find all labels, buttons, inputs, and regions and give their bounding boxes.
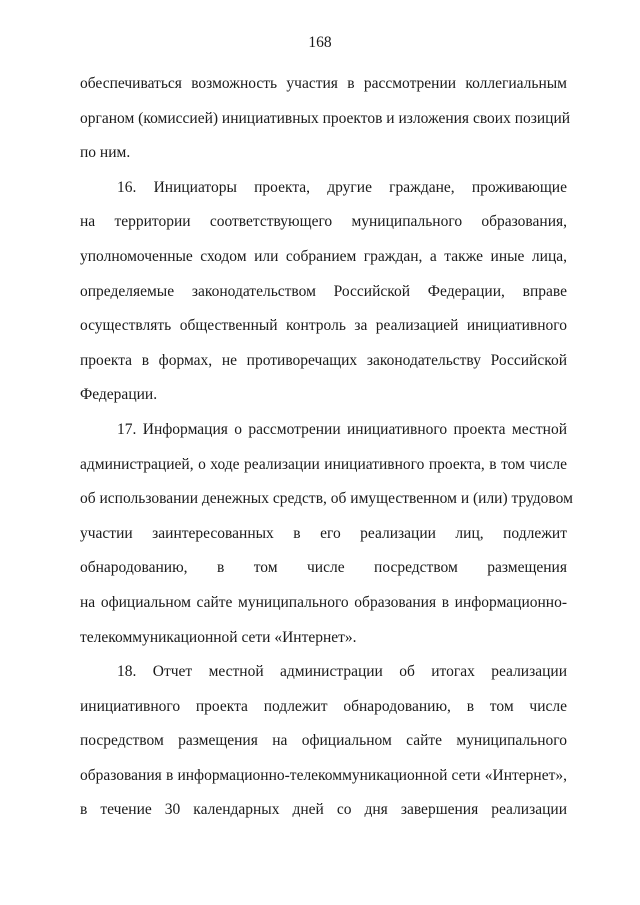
text-line: 17. Информация о рассмотрении инициативного проекта местной [117, 420, 567, 438]
text-line: проекта в формах, не противоречащих законодательству Российской [80, 351, 567, 369]
text-line: по ним. [80, 144, 131, 162]
text-line: обнародованию, в том числе посредством размещения [80, 559, 567, 577]
text-line: обеспечиваться возможность участия в рассмотрении коллегиальным [80, 75, 567, 92]
text-line: в течение 30 календарных дней со дня завершения реализации [80, 801, 567, 819]
text-line: телекоммуникационной сети «Интернет». [80, 628, 357, 646]
text-line: участии заинтересованных в его реализации лиц, подлежит [80, 524, 567, 542]
text-line: об использовании денежных средств, об имущественном и (или) трудовом [80, 490, 573, 508]
text-line: посредством размещения на официальном сайте муниципального [80, 732, 567, 750]
text-line: органом (комиссией) инициативных проектов и изложения своих позиций [80, 109, 571, 127]
text-line: определяемые законодательством Российской Федерации, вправе [80, 282, 567, 300]
page-number: 168 [308, 34, 332, 51]
text-line: 18. Отчет местной администрации об итогах реализации [117, 663, 567, 681]
document-body [80, 67, 573, 828]
text-line: 16. Инициаторы проекта, другие граждане, проживающие [117, 178, 567, 196]
text-line: администрацией, о ходе реализации инициативного проекта, в том числе [80, 455, 567, 473]
text-line: на территории соответствующего муниципального образования, [80, 213, 567, 231]
text-line: уполномоченные сходом или собранием граждан, а также иные лица, [80, 247, 567, 265]
text-line: на официальном сайте муниципального образования в информационно- [80, 593, 567, 611]
text-line: инициативного проекта подлежит обнародованию, в том числе [80, 697, 567, 715]
text-line: образования в информационно-телекоммуникационной сети «Интернет», [80, 766, 567, 784]
text-line: Федерации. [80, 386, 158, 404]
text-line: осуществлять общественный контроль за реализацией инициативного [80, 317, 567, 335]
